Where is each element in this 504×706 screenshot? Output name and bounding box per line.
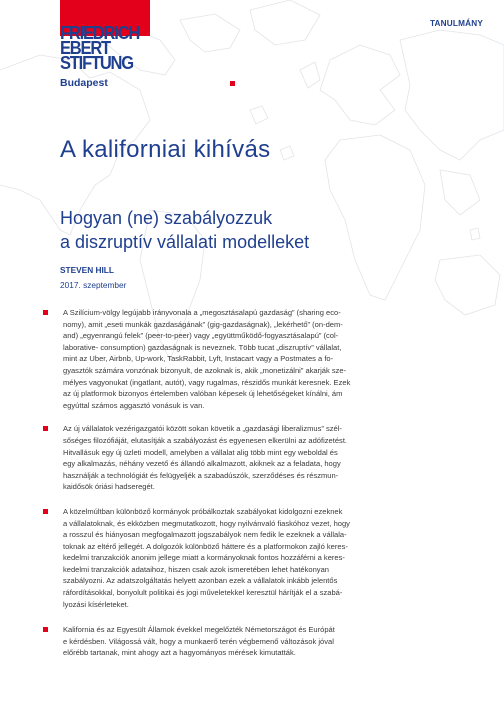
bullet-text: Az új vállalatok vezérigazgatói között sokan követik a „gazdasági liberalizmus” szél- sőséges filozófiáját, elutasítják a szabályozást és egyenesen elkerülni az adófizetést. Hitvallásuk egy új üzleti modell, amelyben a vállalat alig több mint egy weboldal és egy alkalmazás, néhány vezető és állandó alkalmazott, akiknek az a feladata, hogy használják a technológiát és felügyeljék a szabadúszók, szerződéses és részmun- kaidősök óriási hadseregét. [63,424,348,492]
logo-city: Budapest [60,77,108,89]
logo-line-3: STIFTUNG [60,53,133,74]
page-subtitle: Hogyan (ne) szabályozzuk a diszruptív vállalati modelleket [60,208,310,252]
logo-line-2: EBERT [60,38,110,59]
summary-bullet [43,624,477,659]
summary-bullets [43,307,477,671]
document-type-label: TANULMÁNY [429,19,483,28]
page-title: A kaliforniai kihívás [60,136,271,163]
logo-line-1: FRIEDRICH [60,23,140,44]
bullet-marker [43,627,48,632]
summary-bullet [43,506,477,610]
publication-date: 2017. szeptember [60,280,127,290]
author-name: STEVEN HILL [60,265,114,275]
summary-bullet [43,423,477,493]
bullet-marker [43,426,48,431]
fes-logo [60,23,160,89]
bullet-text: A Szilícium-völgy legújabb irányvonala a „megosztásalapú gazdaság” (sharing eco- nomy), amit „eseti munkák gazdaságának” (gig-gazdaságnak), „lekérhető” (on-dem- and) „egyenrangú felek” (peer-to-peer) vagy „együttműködő-fogyasztásalapú” (col- laborative- consumption) gazdaságnak is neveznek. Több tucat „diszruptív” vállalat, mint az Uber, Airbnb, Up-work, TaskRabbit, Lyft, Instacart vagy a Postmates a fo- gyasztók számára vonzónak bizonyult, de azoknak is, akik „monetizálni” akarják sze- mélyes vagyonukat (ingatlant, autót), vagy rugalmas, részidős munkát keresnek. Ezek az új platformok bizonyos értelemben valóban képesek új lehetőségeket kínálni, ám egyúttal számos aggasztó vonásuk is van. [63,308,351,410]
bullet-marker [43,509,48,514]
summary-bullet [43,307,477,411]
red-square-marker [230,81,235,86]
bullet-text: A közelmúltban különböző kormányok próbálkoztak szabályokat kidolgozni ezeknek a vállalatoknak, és ekközben megmutatkozott, hogy nyilvánvaló fiaskóhoz vezet, hogy a rosszul és hiányosan megfogalmazott jogszabályok nem fedik le ezeknek a vállala- toknak az eltérő jellegét. A dolgozók különböző háttere és a platformokon zajló keres- kedelmi tranzakciók anonim jellege miatt a kormányoknak fontos hozzáférni a keres- kedelmi tranzakciók adataihoz, hiszen csak azok ismeretében lehet hatékonyan szabályozni. Az adatszolgáltatás helyett azonban ezek a vállalatok inkább jelentős ráfordításokkal, bonyolult politikai és jogi műveletekkel keresztül hárítják el a szabá- lyozási kísérleteket. [63,506,350,609]
bullet-text: Kalifornia és az Egyesült Államok évekkel megelőzték Németországot és Európát e kérdésben. Világossá vált, hogy a munkaerő terén végbemenő változások jóval előrébb tartanak, mint ahogy azt a hagyományos mérések kimutatták. [63,625,335,658]
bullet-marker [43,310,48,315]
